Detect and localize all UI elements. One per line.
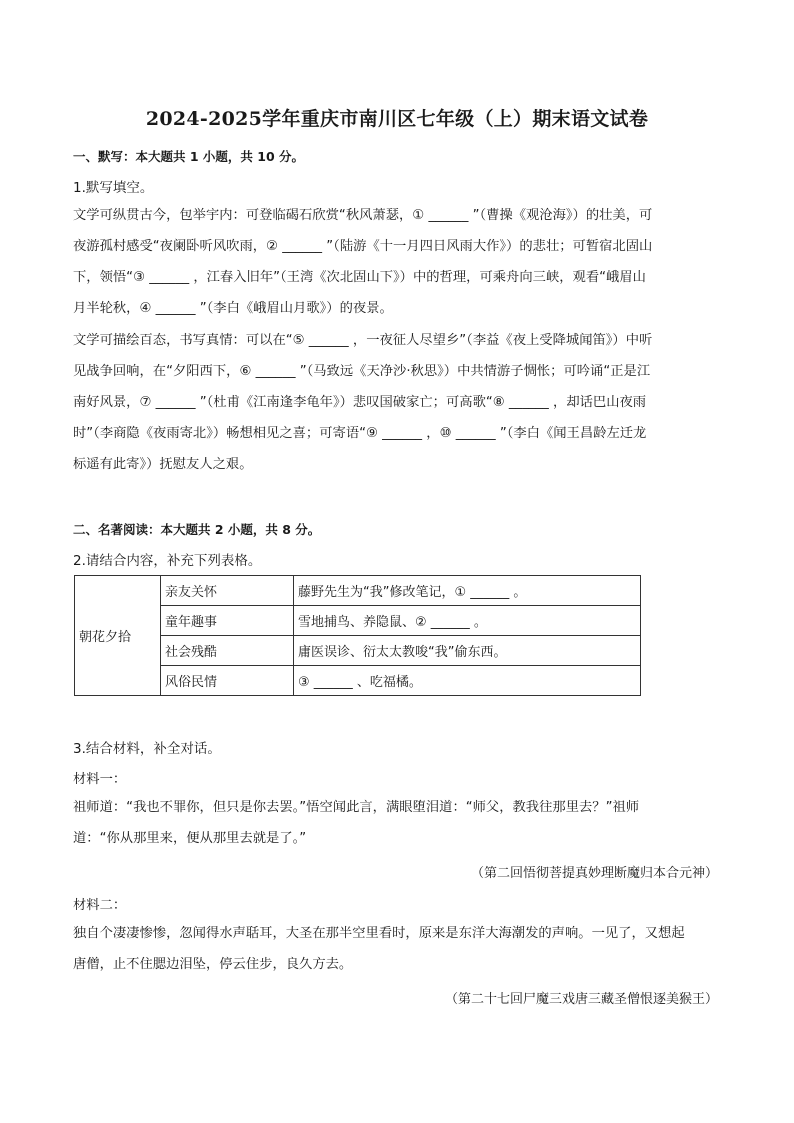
para1-line: 下，领悟“③ ______ ，江春入旧年”（王湾《次北固山下》）中的哲理，可乘舟向三峡，观看“峨眉山 xyxy=(73,270,646,285)
material1-line: 祖师道：“我也不罪你，但只是你去罢。”悟空闻此言，满眼堕泪道：“师父，教我往那里去？”祖师 xyxy=(73,800,640,815)
q1-label: 1.默写填空。 xyxy=(73,180,154,196)
exam-title: 2024-2025学年重庆市南川区七年级（上）期末语文试卷 xyxy=(145,108,649,130)
material2-line: 独自个凄凄惨惨，忽闻得水声聒耳，大圣在那半空里看时，原来是东洋大海潮发的声响。一见了，又想起 xyxy=(73,926,685,941)
q1-paragraph-1 xyxy=(73,200,723,324)
section2-heading: 二、名著阅读：本大题共 2 小题，共 8 分。 xyxy=(73,522,321,537)
topic-cell: 社会残酷 xyxy=(161,636,294,666)
material1-source: （第二回悟彻菩提真妙理断魔归本合元神） xyxy=(470,866,718,881)
para1-line: 月半轮秋，④ ______ ”（李白《峨眉山月歌》）的夜景。 xyxy=(73,301,393,316)
table-row xyxy=(75,576,641,606)
content-cell: ③ ______ 、吃福橘。 xyxy=(294,666,641,696)
para2-line: 标遥有此寄》）抚慰友人之艰。 xyxy=(73,457,253,472)
topic-cell: 风俗民情 xyxy=(161,666,294,696)
topic-cell: 亲友关怀 xyxy=(161,576,294,606)
para2-line: 时”（李商隐《夜雨寄北》）畅想相见之喜；可寄语“⑨ ______ ，⑩ ______ ”（李白《闻王昌龄左迁龙 xyxy=(73,426,647,441)
material1-line: 道：“你从那里来，便从那里去就是了。” xyxy=(73,831,307,846)
material2-text xyxy=(73,918,723,980)
para2-line: 见战争回响，在“夕阳西下，⑥ ______ ”（马致远《天净沙·秋思》）中共情游子惆怅；可吟诵“正是江 xyxy=(73,364,651,379)
fill-table xyxy=(74,575,641,696)
para1-line: 夜游孤村感受“夜阑卧听风吹雨，② ______ ”（陆游《十一月四日风雨大作》）的悲壮；可暂宿北固山 xyxy=(73,239,653,254)
content-cell: 庸医误诊、衍太太教唆“我”偷东西。 xyxy=(294,636,641,666)
material2-source: （第二十七回尸魔三戏唐三藏圣僧恨逐美猴王） xyxy=(444,992,718,1007)
material1-text xyxy=(73,792,723,854)
para2-line: 南好风景，⑦ ______ ”（杜甫《江南逢李龟年》）悲叹国破家亡；可高歌“⑧ ______ ，却话巴山夜雨 xyxy=(73,395,647,410)
content-cell: 藤野先生为“我”修改笔记，① ______ 。 xyxy=(294,576,641,606)
topic-cell: 童年趣事 xyxy=(161,606,294,636)
content-cell: 雪地捕鸟、养隐鼠、② ______ 。 xyxy=(294,606,641,636)
material1-label: 材料一： xyxy=(73,772,127,787)
book-cell: 朝花夕拾 xyxy=(75,576,161,696)
q3-label: 3.结合材料，补全对话。 xyxy=(73,741,221,757)
q2-label: 2.请结合内容，补充下列表格。 xyxy=(73,553,262,569)
q1-paragraph-2 xyxy=(73,325,723,480)
section1-heading: 一、默写：本大题共 1 小题，共 10 分。 xyxy=(73,149,305,164)
para1-line: 文学可纵贯古今，包举宇内：可登临碣石欣赏“秋风萧瑟，① ______ ”（曹操《观沧海》）的壮美，可 xyxy=(73,208,653,223)
para2-line: 文学可描绘百态，书写真情：可以在“⑤ ______ ，一夜征人尽望乡”（李益《夜上受降城闻笛》）中听 xyxy=(73,333,653,348)
material2-line: 唐僧，止不住腮边泪坠，停云住步，良久方去。 xyxy=(73,957,353,972)
material2-label: 材料二： xyxy=(73,898,127,913)
